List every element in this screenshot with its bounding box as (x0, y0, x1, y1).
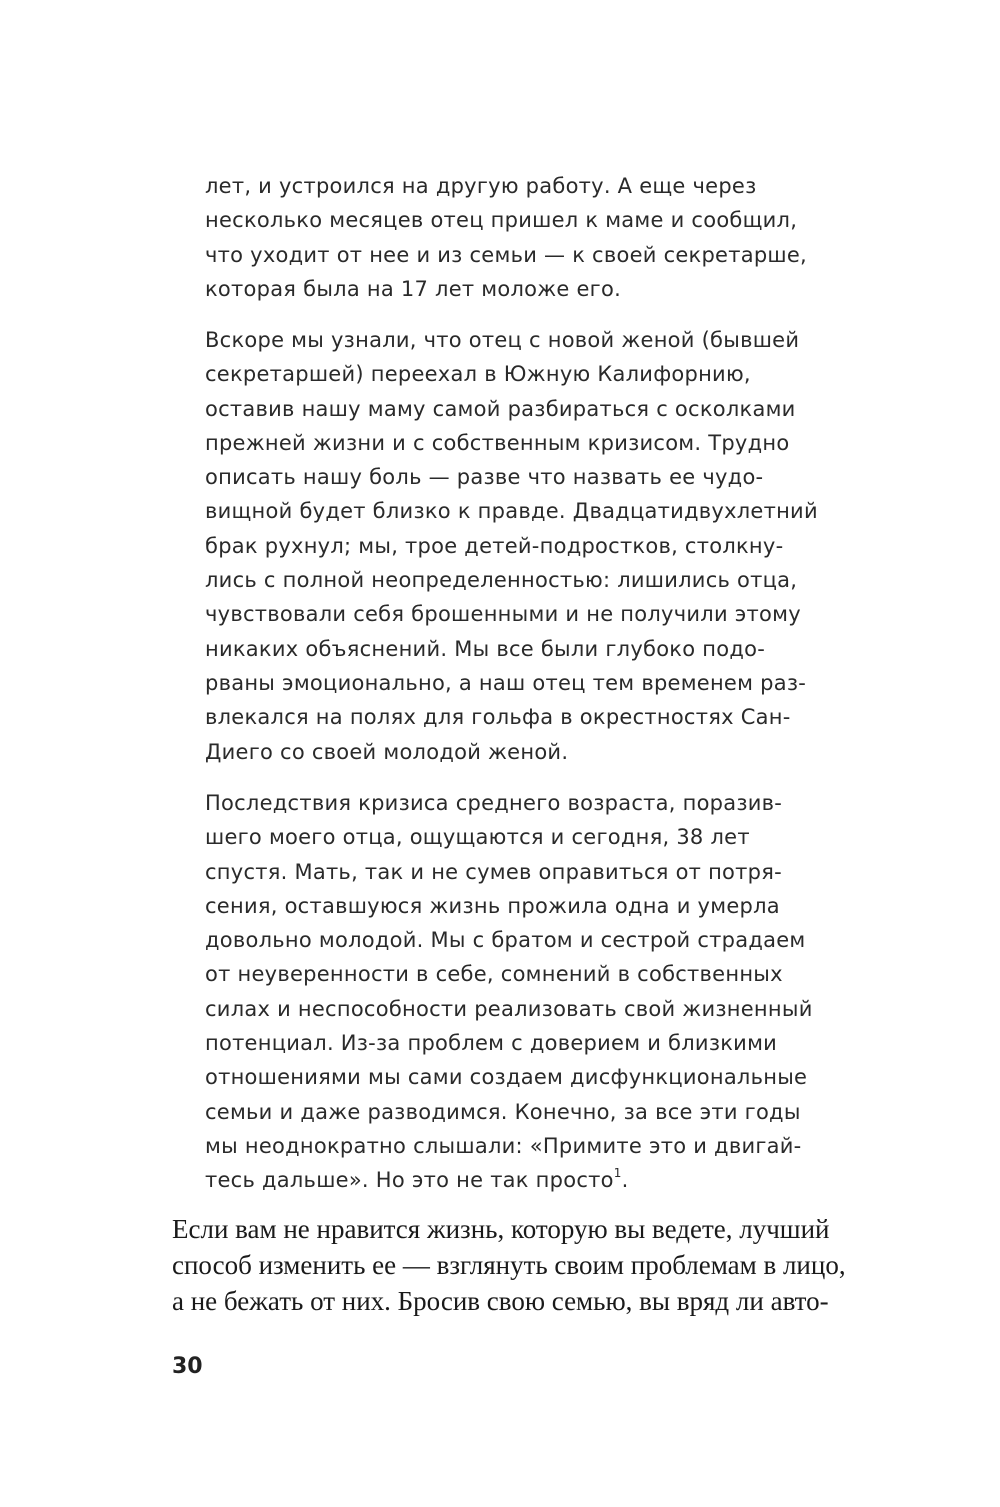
page-number: 30 (172, 1354, 203, 1379)
quote-paragraph-3-text: Последствия кризиса среднего возраста, поразив- шего моего отца, ощущаются и сегодня, 38 лет спустя. Мать, так и не сумев оправиться от потря- сения, оставшуюся жизнь прожила одна и умерла довольно молодой. Мы с братом и сестрой страдаем от неуверенности в себе, сомнений в собственных силах и неспособности реализовать свой жизненный потенциал. Из-за проблем с доверием и близкими отношениями мы сами создаем дисфункциональные семьи и даже разводимся. Конечно, за все эти годы мы неоднократно слышали: «Примите это и двигай- тесь дальше». Но это не так просто (205, 791, 813, 1193)
footnote-marker[interactable]: 1 (613, 1166, 622, 1181)
body-paragraph: Если вам не нравится жизнь, которую вы ведете, лучший способ изменить ее — взглянуть своим проблемам в лицо, а не бежать от них. Бросив свою семью, вы вряд ли авто- (172, 1214, 846, 1316)
quote-paragraph-2: Вскоре мы узнали, что отец с новой женой (бывшей секретаршей) переехал в Южную Калифорнию, оставив нашу маму самой разбираться с осколками прежней жизни и с собственным кризисом. Трудно описать нашу боль — разве что назвать ее чудо- вищной будет близко к правде. Двадцатидвухлетний брак рухнул; мы, трое детей-подростков, столкну- лись с полной неопределенностью: лишились отца, чувствовали себя брошенными и не получили этому никаких объяснений. Мы все были глубоко подо- рваны эмоционально, а наш отец тем временем раз- влекался на полях для гольфа в окрестностях Сан- Диего со своей молодой женой. (205, 328, 818, 764)
quote-paragraph-3-end: . (621, 1168, 629, 1193)
quote-paragraph-1: лет, и устроился на другую работу. А еще через несколько месяцев отец пришел к маме и сообщил, что уходит от нее и из семьи — к своей секретарше, которая была на 17 лет моложе его. (205, 174, 807, 301)
quote-paragraph-3 (205, 786, 855, 1198)
